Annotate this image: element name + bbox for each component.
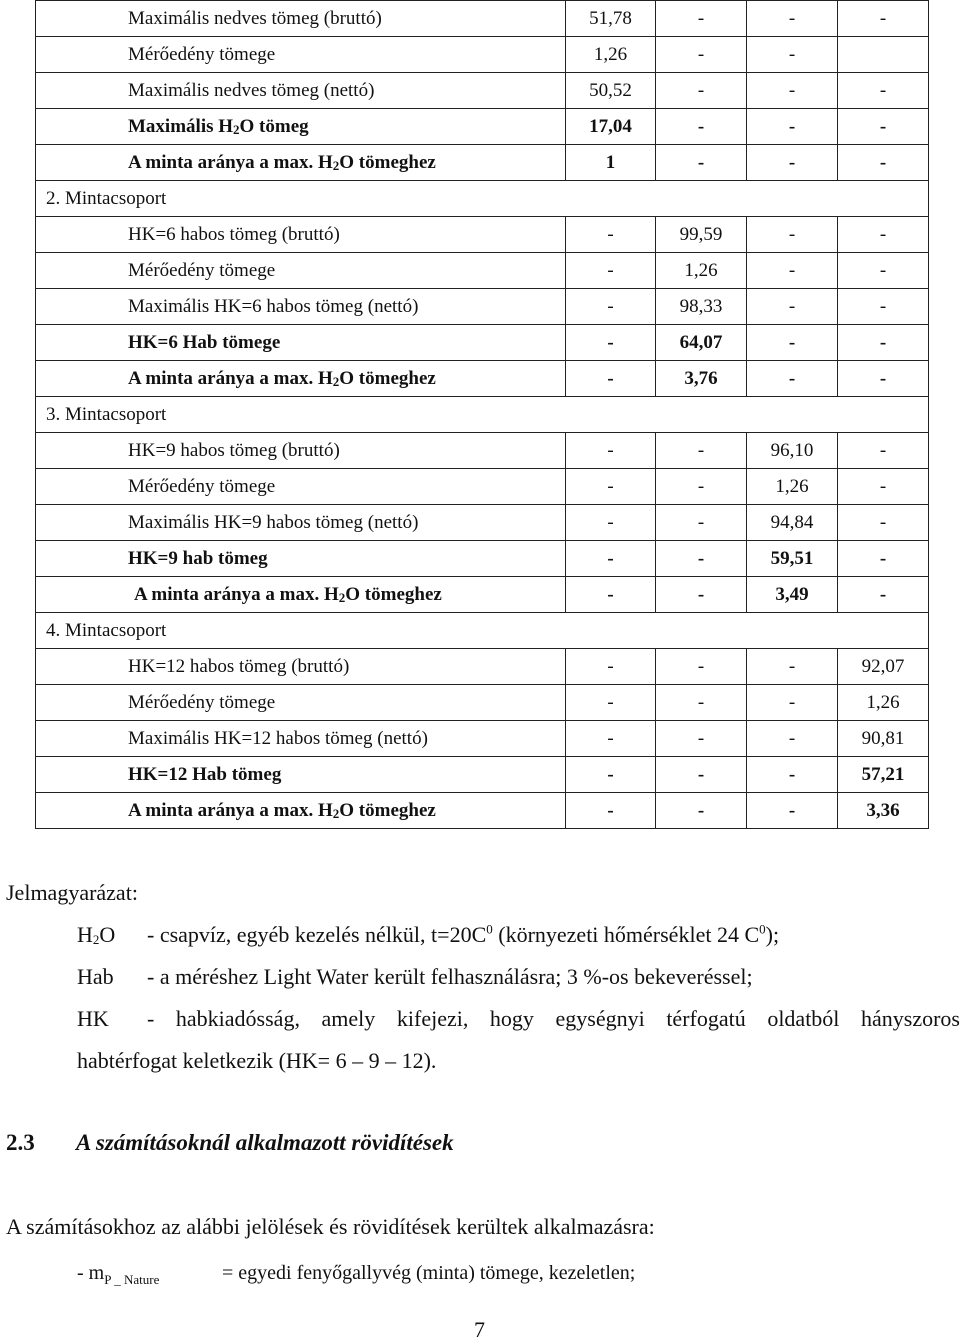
value-cell-c4: - [838, 145, 929, 181]
value-cell-c2: - [656, 73, 747, 109]
row-label: Mérőedény tömege [36, 469, 566, 505]
value-cell-c3: 1,26 [747, 469, 838, 505]
row-label: A minta aránya a max. $H_2O$ tömeghez [36, 361, 566, 397]
value-cell-c2: - [656, 37, 747, 73]
group-header-cell: 4. Mintacsoport [36, 613, 929, 649]
value-cell-c1: - [566, 217, 656, 253]
table-row [36, 217, 929, 253]
value-cell-c1: 51,78 [566, 1, 656, 37]
row-label: HK=9 hab tömeg [36, 541, 566, 577]
table-row [36, 73, 929, 109]
value-cell-c4: - [838, 73, 929, 109]
value-cell-c4: - [838, 541, 929, 577]
section-number: 2.3 [6, 1130, 35, 1155]
value-cell-c4: - [838, 109, 929, 145]
table-row [36, 469, 929, 505]
value-cell-c1: - [566, 757, 656, 793]
table-row [36, 541, 929, 577]
table-row [36, 145, 929, 181]
value-cell-c2: 1,26 [656, 253, 747, 289]
value-cell-c4: 92,07 [838, 649, 929, 685]
table-row [36, 325, 929, 361]
section-title: A számításoknál alkalmazott rövidítések [76, 1130, 454, 1155]
value-cell-c4: 3,36 [838, 793, 929, 829]
value-cell-c3: - [747, 289, 838, 325]
value-cell-c1: - [566, 361, 656, 397]
table-row [36, 793, 929, 829]
row-label: A minta aránya a max. $H_2O$ tömeghez [36, 577, 566, 613]
value-cell-c3: - [747, 37, 838, 73]
value-cell-c2: 99,59 [656, 217, 747, 253]
value-cell-c3: - [747, 793, 838, 829]
row-label: Maximális nedves tömeg (nettó) [36, 73, 566, 109]
legend-term-hab: Hab [77, 964, 114, 989]
value-cell-c2: - [656, 541, 747, 577]
table-body [36, 1, 929, 829]
value-cell-c4: - [838, 253, 929, 289]
row-label: HK=12 habos tömeg (bruttó) [36, 649, 566, 685]
value-cell-c1: - [566, 541, 656, 577]
value-cell-c4: - [838, 505, 929, 541]
value-cell-c3: - [747, 217, 838, 253]
table-row [36, 361, 929, 397]
group-header-row [36, 397, 929, 433]
legend-text-hk: - habkiadósság, amely kifejezi, hogy egységnyi térfogatú oldatból hányszoros [147, 1006, 960, 1031]
value-cell-c1: - [566, 685, 656, 721]
value-cell-c2: - [656, 433, 747, 469]
value-cell-c4: - [838, 1, 929, 37]
value-cell-c2: - [656, 577, 747, 613]
legend-term-h2o: $H_2O$ [77, 922, 116, 948]
value-cell-c1: - [566, 505, 656, 541]
value-cell-c2: 98,33 [656, 289, 747, 325]
row-label: Maximális HK=12 habos tömeg (nettó) [36, 721, 566, 757]
value-cell-c3: 96,10 [747, 433, 838, 469]
value-cell-c4: - [838, 469, 929, 505]
row-label: HK=6 Hab tömege [36, 325, 566, 361]
value-cell-c2: - [656, 469, 747, 505]
table-row [36, 433, 929, 469]
value-cell-c1: - [566, 253, 656, 289]
row-label: Maximális HK=9 habos tömeg (nettó) [36, 505, 566, 541]
value-cell-c1: - [566, 649, 656, 685]
value-cell-c3: 94,84 [747, 505, 838, 541]
abbreviation-symbol: - $m_{P \_ Nature}$ [77, 1262, 160, 1287]
table-row [36, 109, 929, 145]
legend-hk [77, 1006, 960, 1032]
value-cell-c2: - [656, 1, 747, 37]
section-heading [6, 1130, 454, 1156]
value-cell-c1: 50,52 [566, 73, 656, 109]
value-cell-c1: - [566, 289, 656, 325]
table-row [36, 577, 929, 613]
row-label: Maximális nedves tömeg (bruttó) [36, 1, 566, 37]
value-cell-c4: 57,21 [838, 757, 929, 793]
row-label: HK=9 habos tömeg (bruttó) [36, 433, 566, 469]
value-cell-c3: - [747, 73, 838, 109]
value-cell-c4 [838, 37, 929, 73]
value-cell-c2: 64,07 [656, 325, 747, 361]
value-cell-c3: - [747, 325, 838, 361]
value-cell-c3: - [747, 253, 838, 289]
row-label: A minta aránya a max. $H_2O$ tömeghez [36, 793, 566, 829]
abbreviation-item [77, 1262, 635, 1288]
legend-h2o [77, 922, 779, 948]
group-header-cell: 3. Mintacsoport [36, 397, 929, 433]
row-label: Maximális $H_2O$ tömeg [36, 109, 566, 145]
page-number: 7 [474, 1317, 485, 1342]
value-cell-c1: 1 [566, 145, 656, 181]
table-row [36, 505, 929, 541]
row-label: Maximális HK=6 habos tömeg (nettó) [36, 289, 566, 325]
value-cell-c2: - [656, 109, 747, 145]
value-cell-c3: 3,49 [747, 577, 838, 613]
value-cell-c1: - [566, 577, 656, 613]
value-cell-c3: - [747, 685, 838, 721]
table-row [36, 721, 929, 757]
table-row [36, 289, 929, 325]
legend-hab [77, 964, 753, 990]
value-cell-c3: - [747, 757, 838, 793]
value-cell-c4: - [838, 361, 929, 397]
table-row [36, 649, 929, 685]
row-label: HK=12 Hab tömeg [36, 757, 566, 793]
table-row [36, 253, 929, 289]
row-label: HK=6 habos tömeg (bruttó) [36, 217, 566, 253]
intro-paragraph: A számításokhoz az alábbi jelölések és rövidítések kerültek alkalmazásra: [6, 1214, 655, 1239]
value-cell-c4: - [838, 325, 929, 361]
value-cell-c1: - [566, 433, 656, 469]
legend-text-h2o: - csapvíz, egyéb kezelés nélkül, $t=20C^0$ (környezeti hőmérséklet 24 $C^0$); [147, 922, 780, 948]
value-cell-c3: - [747, 649, 838, 685]
value-cell-c3: - [747, 361, 838, 397]
value-cell-c2: - [656, 145, 747, 181]
value-cell-c2: - [656, 721, 747, 757]
legend-term-hk: HK [77, 1006, 109, 1031]
value-cell-c4: - [838, 289, 929, 325]
value-cell-c3: 59,51 [747, 541, 838, 577]
value-cell-c1: 1,26 [566, 37, 656, 73]
legend-hk-continued: habtérfogat keletkezik (HK= 6 – 9 – 12). [77, 1048, 437, 1073]
abbreviation-definition: = egyedi fenyőgallyvég (minta) tömege, kezeletlen; [222, 1262, 636, 1284]
data-table [35, 0, 929, 829]
row-label: Mérőedény tömege [36, 685, 566, 721]
value-cell-c4: 1,26 [838, 685, 929, 721]
value-cell-c2: - [656, 505, 747, 541]
value-cell-c1: - [566, 721, 656, 757]
value-cell-c2: - [656, 649, 747, 685]
value-cell-c2: - [656, 793, 747, 829]
legend-text-hab: - a méréshez Light Water került felhasználásra; 3 %-os bekeveréssel; [147, 964, 753, 989]
value-cell-c1: - [566, 469, 656, 505]
group-header-row [36, 181, 929, 217]
legend-title: Jelmagyarázat: [6, 880, 138, 905]
table-row [36, 1, 929, 37]
value-cell-c3: - [747, 145, 838, 181]
row-label: Mérőedény tömege [36, 253, 566, 289]
value-cell-c2: 3,76 [656, 361, 747, 397]
value-cell-c1: - [566, 793, 656, 829]
value-cell-c2: - [656, 757, 747, 793]
value-cell-c3: - [747, 109, 838, 145]
row-label: A minta aránya a max. $H_2O$ tömeghez [36, 145, 566, 181]
table-row [36, 37, 929, 73]
value-cell-c3: - [747, 1, 838, 37]
value-cell-c2: - [656, 685, 747, 721]
value-cell-c4: - [838, 217, 929, 253]
value-cell-c1: - [566, 325, 656, 361]
group-header-row [36, 613, 929, 649]
value-cell-c3: - [747, 721, 838, 757]
value-cell-c4: 90,81 [838, 721, 929, 757]
table-row [36, 685, 929, 721]
group-header-cell: 2. Mintacsoport [36, 181, 929, 217]
table-row [36, 757, 929, 793]
value-cell-c1: 17,04 [566, 109, 656, 145]
value-cell-c4: - [838, 433, 929, 469]
row-label: Mérőedény tömege [36, 37, 566, 73]
value-cell-c4: - [838, 577, 929, 613]
